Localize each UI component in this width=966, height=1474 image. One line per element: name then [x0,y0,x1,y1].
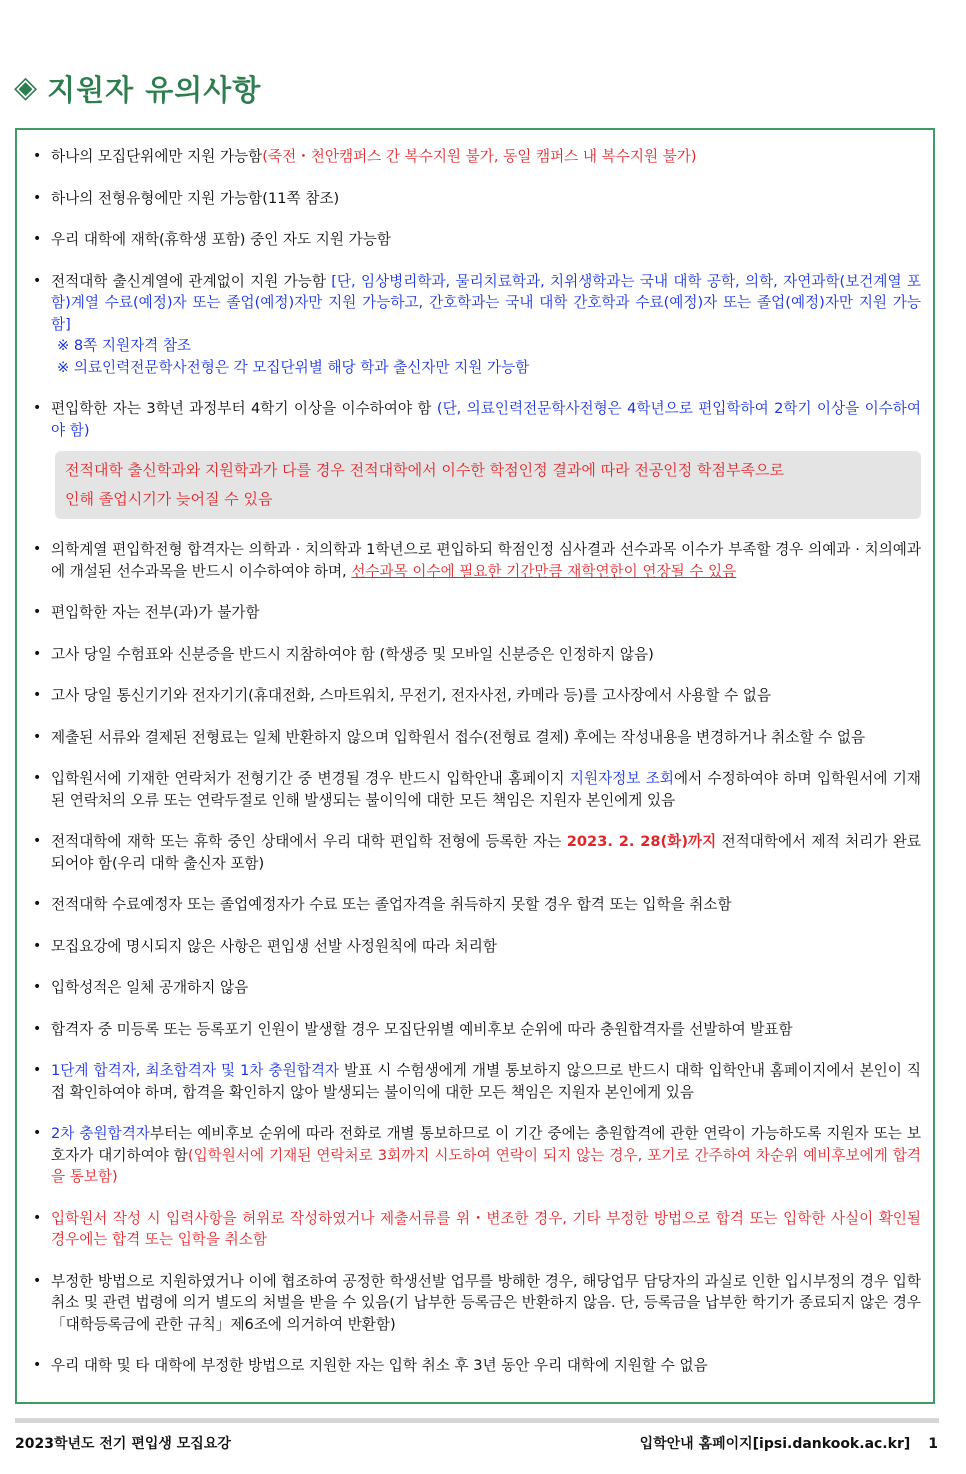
list-item: • 모집요강에 명시되지 않은 사항은 편입생 선발 사정원칙에 따라 처리함 [31,936,921,958]
list-item: • 하나의 모집단위에만 지원 가능함(죽전・천안캠퍼스 간 복수지원 불가, 동일 캠퍼스 내 복수지원 불가) [31,146,921,168]
note-reference: ※ 8쪽 지원자격 참조 [57,337,192,354]
list-item: • 편입학한 자는 3학년 과정부터 4학기 이상을 이수하여야 함 (단, 의료인력전문학사전형은 4학년으로 편입학하여 2학기 이상을 이수하여야 함) 전적대학 출신학과와 지원학과가 다를 경우 전적대학에서 이수한 학점인정 결과에 따라 전공인정 학점부족으로 인해 졸업시기가 늦어질 수 있음 [31,398,921,519]
footer-homepage [640,1433,938,1453]
list-item: • 편입학한 자는 전부(과)가 불가함 [31,602,921,624]
notice-box [15,128,935,1404]
list-item: • 합격자 중 미등록 또는 등록포기 인원이 발생할 경우 모집단위별 예비후보 순위에 따라 충원합격자를 선발하여 발표함 [31,1019,921,1041]
applicant-info-link[interactable]: 지원자정보 조회 [569,770,674,787]
list-item: • 우리 대학에 재학(휴학생 포함) 중인 자도 지원 가능함 [31,229,921,251]
homepage-url[interactable]: 입학안내 홈페이지[ipsi.dankook.ac.kr] [639,1436,911,1452]
list-item: • 전적대학에 재학 또는 휴학 중인 상태에서 우리 대학 편입학 전형에 등록한 자는 2023. 2. 28(화)까지 전적대학에서 제적 처리가 완료되어야 함(우리 대학 출신자 포함) [31,831,921,874]
list-item: • 입학원서에 기재한 연락처가 전형기간 중 변경될 경우 반드시 입학안내 홈페이지 지원자정보 조회에서 수정하여야 하며 입학원서에 기재된 연락처의 오류 또는 연락두절로 인해 발생되는 불이익에 대한 모든 책임은 지원자 본인에게 있음 [31,768,921,811]
list-item: • 2차 충원합격자부터는 예비후보 순위에 따라 전화로 개별 통보하므로 이 기간 중에는 충원합격에 관한 연락이 가능하도록 지원자 또는 보호자가 대기하여야 함(입학원서에 기재된 연락처로 3회까지 시도하여 연락이 되지 않는 경우, 포기로 간주하여 차순위 예비후보에게 합격을 통보함) [31,1123,921,1188]
list-item: • 1단계 합격자, 최초합격자 및 1차 충원합격자 발표 시 수험생에게 개별 통보하지 않으므로 반드시 대학 입학안내 홈페이지에서 본인이 직접 확인하여야 하며, 합격을 확인하지 않아 발생되는 불이익에 대한 모든 책임은 지원자 본인에게 있음 [31,1060,921,1103]
page-title: 지원자 유의사항 [47,72,262,107]
list-item: • 고사 당일 통신기기와 전자기기(휴대전화, 스마트워치, 무전기, 전자사전, 카메라 등)를 고사장에서 사용할 수 없음 [31,685,921,707]
list-item: • 입학원서 작성 시 입력사항을 허위로 작성하였거나 제출서류를 위・변조한 경우, 기타 부정한 방법으로 합격 또는 입학한 사실이 확인될 경우에는 합격 또는 입학을 취소함 [31,1208,921,1251]
list-item: • 전적대학 수료예정자 또는 졸업예정자가 수료 또는 졸업자격을 취득하지 못할 경우 합격 또는 입학을 취소함 [31,894,921,916]
diamond-bullet-icon: ◈ [14,70,38,105]
list-item: • 하나의 전형유형에만 지원 가능함(11쪽 참조) [31,188,921,210]
list-item: • 부정한 방법으로 지원하였거나 이에 협조하여 공정한 학생선발 업무를 방해한 경우, 해당업무 담당자의 과실로 인한 입시부정의 경우 입학 취소 및 관련 법령에 의거 별도의 처벌을 받을 수 있음(기 납부한 등록금은 반환하지 않음. 단, 등록금을 납부한 학기가 종료되지 않은 경우「대학등록금에 관한 규칙」제6조에 의거하여 반환함) [31,1271,921,1336]
section-title [14,66,261,110]
list-item: • 입학성적은 일체 공개하지 않음 [31,977,921,999]
list-item: • 제출된 서류와 결제된 전형료는 일체 반환하지 않으며 입학원서 접수(전형료 결제) 후에는 작성내용을 변경하거나 취소할 수 없음 [31,727,921,749]
footer-divider [15,1418,939,1423]
list-item: • 우리 대학 및 타 대학에 부정한 방법으로 지원한 자는 입학 취소 후 3년 동안 우리 대학에 지원할 수 없음 [31,1355,921,1377]
note-reference: ※ 의료인력전문학사전형은 각 모집단위별 해당 학과 출신자만 지원 가능함 [57,358,530,376]
list-item: • 의학계열 편입학전형 합격자는 의학과 · 치의학과 1학년으로 편입하되 학점인정 심사결과 선수과목 이수가 부족할 경우 의예과 · 치의예과에 개설된 선수과목을 반드시 이수하여야 하며, 선수과목 이수에 필요한 기간만큼 재학연한이 연장될 수 있음 [31,539,921,582]
notice-list [31,146,921,1397]
list-item: • 고사 당일 수험표와 신분증을 반드시 지참하여야 함 (학생증 및 모바일 신분증은 인정하지 않음) [31,644,921,666]
footer-document-title: 2023학년도 전기 편입생 모집요강 [15,1436,231,1452]
list-item: • 전적대학 출신계열에 관계없이 지원 가능함 [단, 임상병리학과, 물리치료학과, 치위생학과는 국내 대학 공학, 의학, 자연과학(보건계열 포함)계열 수료(예정)자 또는 졸업(예정)자만 지원 가능하고, 간호학과는 국내 대학 간호학과 수료(예정)자 또는 졸업(예정)자만 지원 가능함] ※ 8쪽 지원자격 참조 ※ 의료인력전문학사전형은 각 모집단위별 해당 학과 출신자만 지원 가능함 [31,271,921,379]
page-number: 1 [928,1436,938,1452]
warning-callout: 전적대학 출신학과와 지원학과가 다를 경우 전적대학에서 이수한 학점인정 결과에 따라 전공인정 학점부족으로 인해 졸업시기가 늦어질 수 있음 [55,451,921,519]
